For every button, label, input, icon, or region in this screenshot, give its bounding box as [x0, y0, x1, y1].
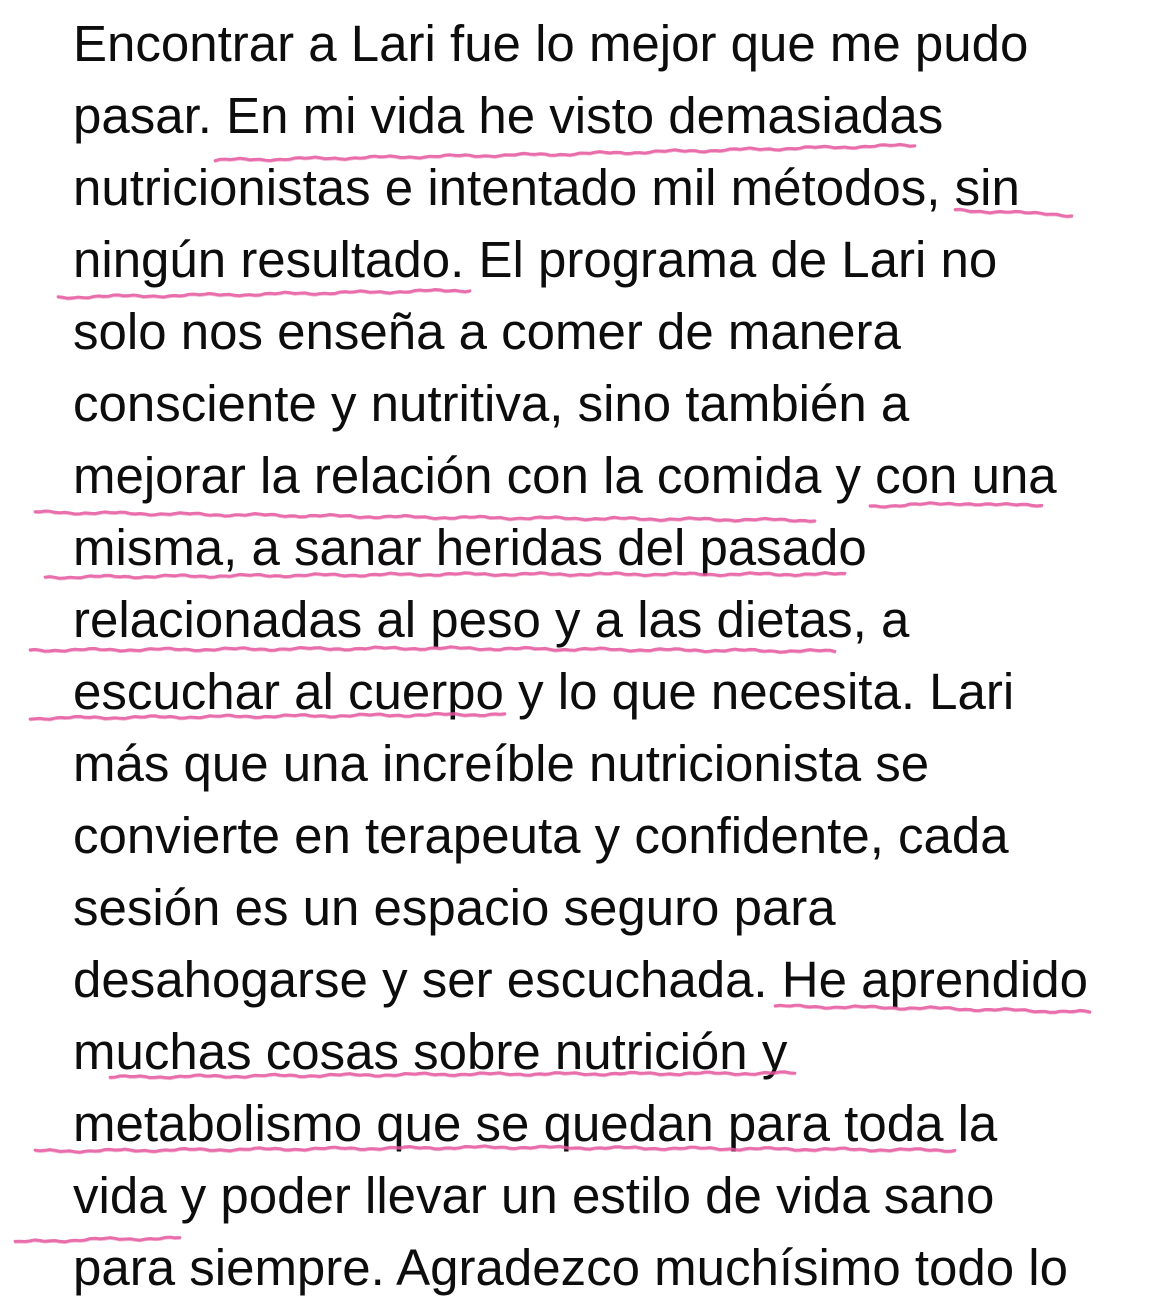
text-line: desahogarse y ser escuchada. He aprendido — [73, 951, 1088, 1008]
text-line: para siempre. Agradezco muchísimo todo lo — [73, 1239, 1068, 1296]
text-line: vida y poder llevar un estilo de vida sano — [73, 1167, 995, 1224]
text-line: mejorar la relación con la comida y con una — [73, 447, 1057, 504]
text-line: consciente y nutritiva, sino también a — [73, 375, 910, 432]
text-line: muchas cosas sobre nutrición y — [73, 1023, 788, 1080]
text-line: pasar. En mi vida he visto demasiadas — [73, 87, 944, 144]
text-line: más que una increíble nutricionista se — [73, 735, 930, 792]
text-line: misma, a sanar heridas del pasado — [73, 519, 867, 576]
text-line: Encontrar a Lari fue lo mejor que me pudo — [73, 15, 1029, 72]
text-line: nutricionistas e intentado mil métodos, sin — [73, 159, 1020, 216]
text-line: convierte en terapeuta y confidente, cada — [73, 807, 1009, 864]
text-line: metabolismo que se quedan para toda la — [73, 1095, 998, 1152]
text-line: sesión es un espacio seguro para — [73, 879, 836, 936]
text-line: escuchar al cuerpo y lo que necesita. Lari — [73, 663, 1015, 720]
document-body — [73, 8, 1163, 1298]
text-line: relacionadas al peso y a las dietas, a — [73, 591, 910, 648]
text-line: ningún resultado. El programa de Lari no — [73, 231, 998, 288]
text-line: solo nos enseña a comer de manera — [73, 303, 901, 360]
